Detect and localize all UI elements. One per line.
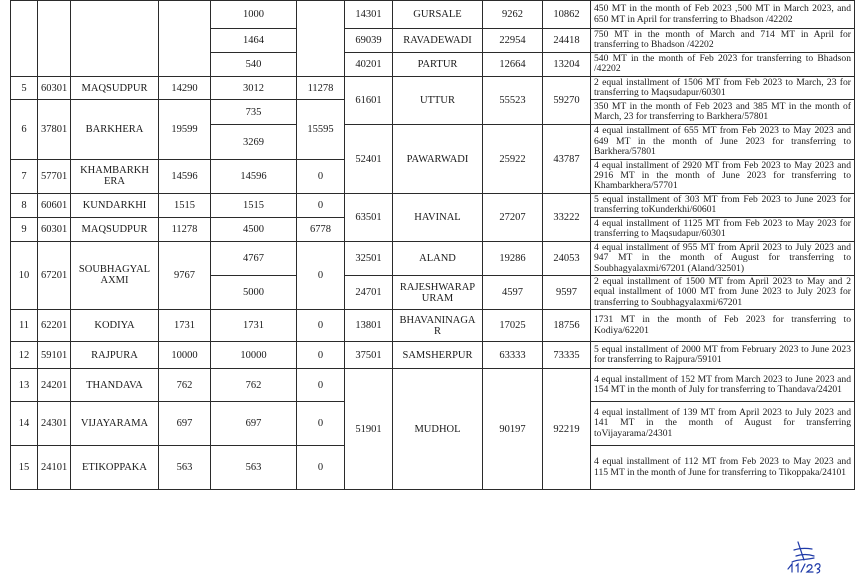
source-qty-cell: 4597 [483, 275, 543, 309]
source-name-cell: RAJESHWARAP URAM [393, 275, 483, 309]
mill-name-cell: VIJAYARAMA [71, 402, 159, 446]
source-code-cell: 69039 [345, 29, 393, 53]
quantity-cell: 1515 [159, 193, 211, 217]
balance-cell: 0 [297, 193, 345, 217]
sno-cell: 8 [11, 193, 38, 217]
sno-cell: 11 [11, 310, 38, 342]
source-qty-cell: 19286 [483, 241, 543, 275]
sno-cell: 6 [11, 100, 38, 159]
remarks-cell: 450 MT in the month of Feb 2023 ,500 MT in March 2023, and 650 MT in April for transferring to Bhadson /42202 [591, 1, 855, 29]
quantity-cell: 14290 [159, 76, 211, 100]
remarks-cell: 4 equal installment of 2920 MT from Feb 2023 to May 2023 and 2916 MT in the month of June 2023 for transferring to Khambarkhera/57701 [591, 159, 855, 193]
table-row [11, 241, 855, 275]
remarks-cell: 2 equal installment of 1500 MT from April 2023 to May and 2 equal installment of 1000 MT from June 2023 to July 2023 for transferring to Soubhagyalaxmi/67201 [591, 275, 855, 309]
quantity-cell: 19599 [159, 100, 211, 159]
quantity-cell: 10000 [159, 342, 211, 369]
source-qty-cell: 9262 [483, 1, 543, 29]
balance-cell: 6778 [297, 217, 345, 241]
transfer-qty-cell: 3012 [211, 76, 297, 100]
mill-name-cell: BARKHERA [71, 100, 159, 159]
source-total-cell: 92219 [543, 369, 591, 490]
source-total-cell: 43787 [543, 125, 591, 193]
code-cell: 60601 [38, 193, 71, 217]
source-name-cell: ALAND [393, 241, 483, 275]
balance-cell: 0 [297, 402, 345, 446]
source-qty-cell: 25922 [483, 125, 543, 193]
code-cell: 60301 [38, 76, 71, 100]
sno-cell [11, 1, 38, 77]
code-cell: 57701 [38, 159, 71, 193]
balance-cell: 0 [297, 342, 345, 369]
remarks-cell: 4 equal installment of 955 MT from April 2023 to July 2023 and 947 MT in the month of August for transferring to Soubhagyalaxmi/67201 (Aland/32501) [591, 241, 855, 275]
source-qty-cell: 22954 [483, 29, 543, 53]
sno-cell: 15 [11, 446, 38, 490]
source-qty-cell: 55523 [483, 76, 543, 125]
code-cell: 67201 [38, 241, 71, 309]
source-code-cell: 40201 [345, 52, 393, 76]
source-name-cell: RAVADEWADI [393, 29, 483, 53]
table-row [11, 369, 855, 402]
remarks-cell: 750 MT in the month of March and 714 MT in April for transferring to Bhadson /42202 [591, 29, 855, 53]
source-name-cell: MUDHOL [393, 369, 483, 490]
source-name-cell: UTTUR [393, 76, 483, 125]
code-cell [38, 1, 71, 77]
balance-cell: 0 [297, 310, 345, 342]
quantity-cell: 697 [159, 402, 211, 446]
table-row [11, 342, 855, 369]
mill-name-cell: KHAMBARKH ERA [71, 159, 159, 193]
transfer-qty-cell: 1000 [211, 1, 297, 29]
source-code-cell: 13801 [345, 310, 393, 342]
transfer-qty-cell: 1515 [211, 193, 297, 217]
source-code-cell: 14301 [345, 1, 393, 29]
transfer-qty-cell: 10000 [211, 342, 297, 369]
transfer-qty-cell: 14596 [211, 159, 297, 193]
source-qty-cell: 12664 [483, 52, 543, 76]
transfer-qty-cell: 5000 [211, 275, 297, 309]
source-name-cell: SAMSHERPUR [393, 342, 483, 369]
sno-cell: 10 [11, 241, 38, 309]
source-total-cell: 18756 [543, 310, 591, 342]
table-row [11, 1, 855, 29]
remarks-cell: 540 MT in the month of Feb 2023 for transferring to Bhadson /42202 [591, 52, 855, 76]
transfer-qty-cell: 697 [211, 402, 297, 446]
remarks-cell: 4 equal installment of 112 MT from Feb 2023 to May 2023 and 115 MT in the month of June for transferring to Tikoppaka/24101 [591, 446, 855, 490]
transfer-qty-cell: 4500 [211, 217, 297, 241]
quantity-cell: 563 [159, 446, 211, 490]
sno-cell: 12 [11, 342, 38, 369]
mill-name-cell: THANDAVA [71, 369, 159, 402]
quantity-cell [159, 1, 211, 77]
source-name-cell: HAVINAL [393, 193, 483, 241]
mill-name-cell: SOUBHAGYAL AXMI [71, 241, 159, 309]
source-name-cell: PARTUR [393, 52, 483, 76]
sno-cell: 5 [11, 76, 38, 100]
source-name-cell: GURSALE [393, 1, 483, 29]
source-total-cell: 9597 [543, 275, 591, 309]
sno-cell: 14 [11, 402, 38, 446]
transfer-qty-cell: 4767 [211, 241, 297, 275]
source-total-cell: 73335 [543, 342, 591, 369]
remarks-cell: 4 equal installment of 139 MT from April 2023 to July 2023 and 141 MT in the month of August for transferring toVijayarama/24301 [591, 402, 855, 446]
mill-name-cell [71, 1, 159, 77]
source-qty-cell: 17025 [483, 310, 543, 342]
remarks-cell: 5 equal installment of 303 MT from Feb 2023 to June 2023 for transferring toKunderkhi/60601 [591, 193, 855, 217]
sno-cell: 13 [11, 369, 38, 402]
remarks-cell: 5 equal installment of 2000 MT from February 2023 to June 2023 for transferring to Rajpura/59101 [591, 342, 855, 369]
source-code-cell: 51901 [345, 369, 393, 490]
table-row [11, 193, 855, 217]
table-row [11, 310, 855, 342]
source-total-cell: 10862 [543, 1, 591, 29]
mill-name-cell: MAQSUDPUR [71, 217, 159, 241]
code-cell: 24101 [38, 446, 71, 490]
balance-cell: 11278 [297, 76, 345, 100]
table-row [11, 76, 855, 100]
mill-name-cell: MAQSUDPUR [71, 76, 159, 100]
source-code-cell: 63501 [345, 193, 393, 241]
remarks-cell: 1731 MT in the month of Feb 2023 for transferring to Kodiya/62201 [591, 310, 855, 342]
source-total-cell: 33222 [543, 193, 591, 241]
mill-name-cell: KUNDARKHI [71, 193, 159, 217]
mill-name-cell: RAJPURA [71, 342, 159, 369]
source-name-cell: BHAVANINAGA R [393, 310, 483, 342]
balance-cell: 15595 [297, 100, 345, 159]
remarks-cell: 350 MT in the month of Feb 2023 and 385 MT in the month of March, 23 for transferring to Barkhera/57801 [591, 100, 855, 125]
balance-cell: 0 [297, 369, 345, 402]
sno-cell: 7 [11, 159, 38, 193]
sno-cell: 9 [11, 217, 38, 241]
code-cell: 60301 [38, 217, 71, 241]
transfer-qty-cell: 3269 [211, 125, 297, 159]
source-name-cell: PAWARWADI [393, 125, 483, 193]
quantity-cell: 11278 [159, 217, 211, 241]
transfer-qty-cell: 1464 [211, 29, 297, 53]
source-total-cell: 13204 [543, 52, 591, 76]
code-cell: 62201 [38, 310, 71, 342]
transfer-qty-cell: 1731 [211, 310, 297, 342]
source-total-cell: 24053 [543, 241, 591, 275]
balance-cell: 0 [297, 241, 345, 309]
handwritten-signature [784, 536, 824, 574]
balance-cell [297, 1, 345, 77]
source-code-cell: 61601 [345, 76, 393, 125]
quantity-cell: 14596 [159, 159, 211, 193]
remarks-cell: 4 equal installment of 152 MT from March 2023 to June 2023 and 154 MT in the month of July for transferring to Thandava/24201 [591, 369, 855, 402]
source-code-cell: 37501 [345, 342, 393, 369]
remarks-cell: 2 equal installment of 1506 MT from Feb 2023 to March, 23 for transferring to Maqsudapur/60301 [591, 76, 855, 100]
transfer-qty-cell: 540 [211, 52, 297, 76]
quantity-cell: 9767 [159, 241, 211, 309]
transfer-qty-cell: 762 [211, 369, 297, 402]
source-total-cell: 59270 [543, 76, 591, 125]
quantity-cell: 762 [159, 369, 211, 402]
transfer-qty-cell: 735 [211, 100, 297, 125]
source-qty-cell: 27207 [483, 193, 543, 241]
code-cell: 24201 [38, 369, 71, 402]
code-cell: 59101 [38, 342, 71, 369]
source-total-cell: 24418 [543, 29, 591, 53]
source-qty-cell: 90197 [483, 369, 543, 490]
allocation-table [10, 0, 855, 490]
source-code-cell: 32501 [345, 241, 393, 275]
code-cell: 37801 [38, 100, 71, 159]
mill-name-cell: KODIYA [71, 310, 159, 342]
source-code-cell: 52401 [345, 125, 393, 193]
source-qty-cell: 63333 [483, 342, 543, 369]
transfer-qty-cell: 563 [211, 446, 297, 490]
mill-name-cell: ETIKOPPAKA [71, 446, 159, 490]
source-code-cell: 24701 [345, 275, 393, 309]
balance-cell: 0 [297, 159, 345, 193]
remarks-cell: 4 equal installment of 655 MT from Feb 2023 to May 2023 and 649 MT in the month of June 2023 for transferring to Barkhera/57801 [591, 125, 855, 159]
quantity-cell: 1731 [159, 310, 211, 342]
code-cell: 24301 [38, 402, 71, 446]
remarks-cell: 4 equal installment of 1125 MT from Feb 2023 to May 2023 for transferring to Maqsudapur/60301 [591, 217, 855, 241]
balance-cell: 0 [297, 446, 345, 490]
